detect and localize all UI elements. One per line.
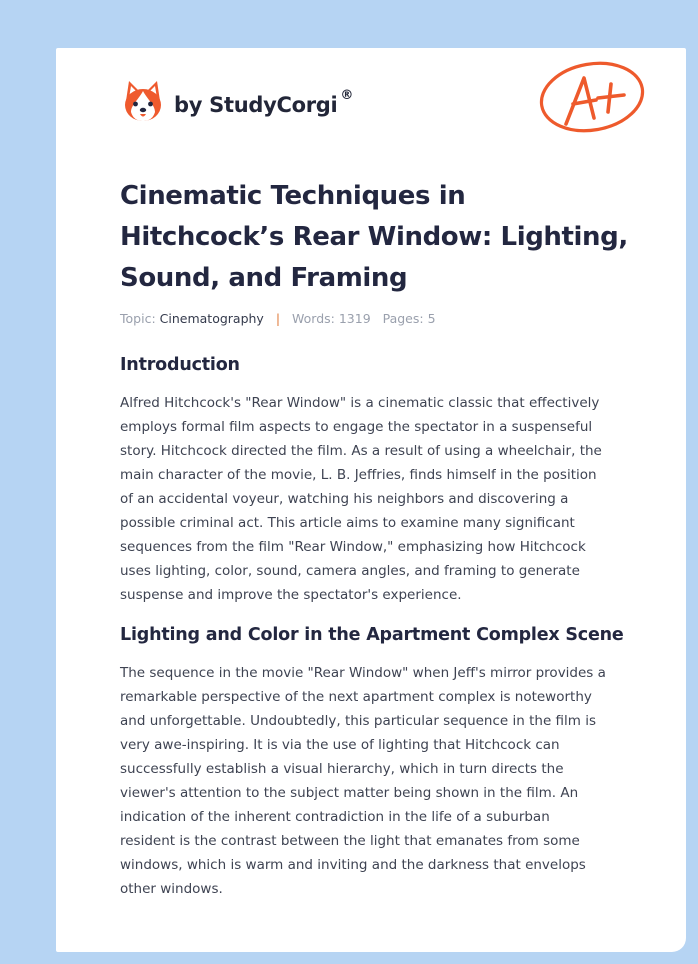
a-plus-grade-icon: [536, 58, 648, 140]
text-line: resident is the contrast between the light that emanates from some: [120, 833, 580, 849]
brand-logo[interactable]: [122, 76, 353, 126]
text-line: possible criminal act. This article aims to examine many significant: [120, 515, 575, 531]
text-line: and unforgettable. Undoubtedly, this particular sequence in the film is: [120, 713, 597, 729]
text-line: The sequence in the movie "Rear Window" when Jeff's mirror provides a: [120, 665, 606, 681]
topic-label: Topic:: [120, 311, 156, 326]
pages-count: 5: [427, 311, 436, 326]
section-body-lighting-color: [120, 661, 640, 901]
section-body-introduction: [120, 391, 640, 607]
registered-mark: ®: [340, 87, 354, 103]
text-line: suspense and improve the spectator's experience.: [120, 587, 462, 603]
text-line: employs formal film aspects to engage the spectator in a suspenseful: [120, 419, 593, 435]
text-line: story. Hitchcock directed the film. As a result of using a wheelchair, the: [120, 443, 602, 459]
document-meta: [120, 311, 436, 326]
text-line: indication of the inherent contradiction in the life of a suburban: [120, 809, 550, 825]
meta-separator: |: [275, 311, 281, 326]
text-line: other windows.: [120, 881, 223, 897]
topic-link[interactable]: Cinematography: [159, 311, 264, 326]
text-line: main character of the movie, L. B. Jeffries, finds himself in the position: [120, 467, 597, 483]
pages-label: Pages:: [382, 311, 424, 326]
corgi-icon: [122, 79, 164, 123]
text-line: of an accidental voyeur, watching his neighbors and discovering a: [120, 491, 569, 507]
text-line: windows, which is warm and inviting and the darkness that envelops: [120, 857, 586, 873]
section-heading-lighting-color: Lighting and Color in the Apartment Complex Scene: [120, 625, 624, 645]
text-line: remarkable perspective of the next apartment complex is noteworthy: [120, 689, 592, 705]
section-heading-introduction: Introduction: [120, 355, 240, 375]
text-line: sequences from the film "Rear Window," emphasizing how Hitchcock: [120, 539, 586, 555]
text-line: uses lighting, color, sound, camera angles, and framing to generate: [120, 563, 580, 579]
text-line: Alfred Hitchcock's "Rear Window" is a cinematic classic that effectively: [120, 395, 600, 411]
words-label: Words:: [292, 311, 335, 326]
text-line: viewer's attention to the subject matter being shown in the film. An: [120, 785, 579, 801]
words-count: 1319: [338, 311, 371, 326]
text-line: successfully establish a visual hierarchy, which in turn directs the: [120, 761, 564, 777]
document-title: Cinematic Techniques in Hitchcock’s Rear Window: Lighting, Sound, and Framing: [120, 181, 628, 293]
document-page: [56, 48, 686, 952]
text-line: very awe-inspiring. It is via the use of lighting that Hitchcock can: [120, 737, 560, 753]
brand-name: by StudyCorgi: [174, 93, 338, 117]
